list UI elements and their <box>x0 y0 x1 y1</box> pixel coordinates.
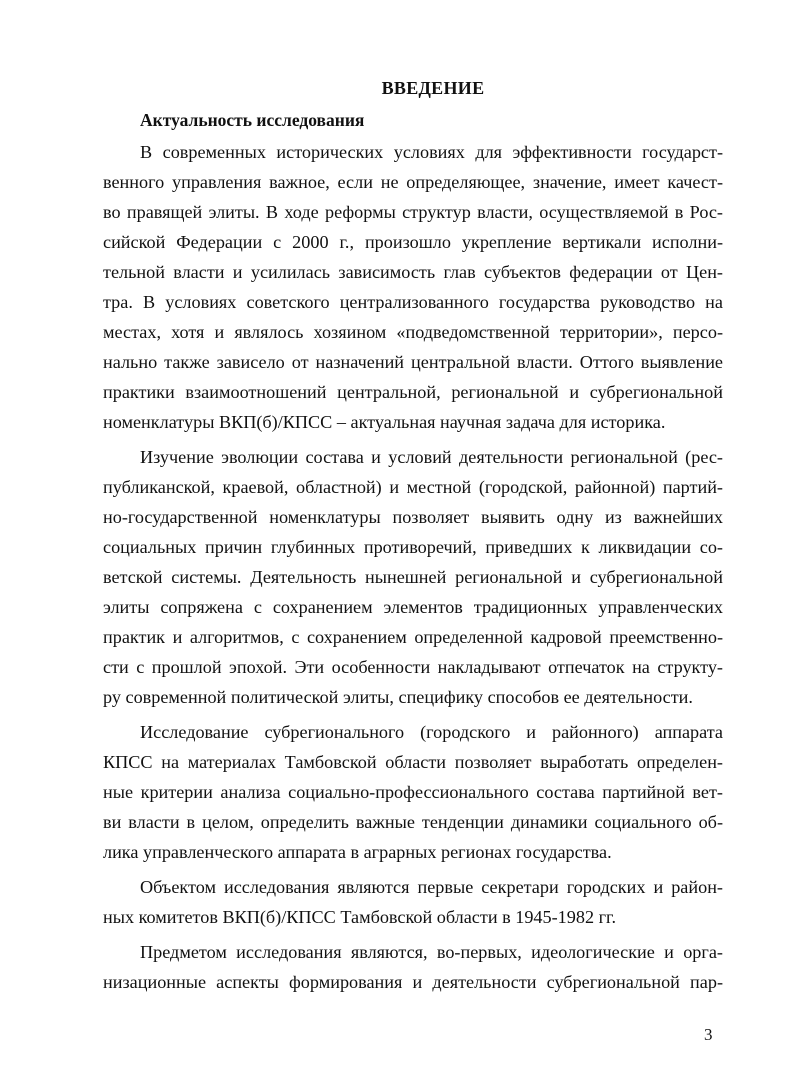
page-number: 3 <box>704 1025 713 1044</box>
text-line: Исследование субрегионального (городского и районного) аппарата <box>140 722 723 742</box>
text-line: Предметом исследования являются, во-первых, идеологические и орга- <box>140 942 723 962</box>
paragraph-object <box>103 872 723 932</box>
text-line: ветской системы. Деятельность нынешней региональной и субрегиональной <box>103 567 723 587</box>
text-line: лика управленческого аппарата в аграрных регионах государства. <box>103 842 612 862</box>
text-line: социальных причин глубинных противоречий, приведших к ликвидации со- <box>103 537 723 557</box>
text-line: нально также зависело от назначений центральной власти. Оттого выявление <box>103 352 723 372</box>
text-line: ных комитетов ВКП(б)/КПСС Тамбовской области в 1945-1982 гг. <box>103 907 617 927</box>
text-line: ные критерии анализа социально-профессионального состава партийной вет- <box>103 782 723 802</box>
paragraph-research <box>103 717 723 867</box>
section-heading: ВВЕДЕНИЕ <box>381 78 485 98</box>
text-line: ру современной политической элиты, специфику способов ее деятельности. <box>103 687 693 707</box>
text-line: сти с прошлой эпохой. Эти особенности накладывают отпечаток на структу- <box>103 657 723 677</box>
text-line: ви власти в целом, определить важные тенденции динамики социального об- <box>103 812 723 832</box>
text-line: во правящей элиты. В ходе реформы структур власти, осуществляемой в Рос- <box>103 202 723 222</box>
text-line: В современных исторических условиях для эффективности государст- <box>140 142 723 162</box>
body-text <box>103 137 723 997</box>
text-line: венного управления важное, если не определяющее, значение, имеет качест- <box>103 172 723 192</box>
text-line: публиканской, краевой, областной) и местной (городской, районной) партий- <box>103 477 723 497</box>
paragraph-evolution <box>103 442 723 712</box>
paragraph-relevance <box>103 137 723 437</box>
text-line: Объектом исследования являются первые секретари городских и район- <box>140 877 723 897</box>
text-line: номенклатуры ВКП(б)/КПСС – актуальная научная задача для историка. <box>103 412 666 432</box>
text-line: КПСС на материалах Тамбовской области позволяет выработать определен- <box>103 752 723 772</box>
text-line: сийской Федерации с 2000 г., произошло укрепление вертикали исполни- <box>103 232 723 252</box>
text-line: местах, хотя и являлось хозяином «подведомственной территории», персо- <box>103 322 723 342</box>
text-line: низационные аспекты формирования и деятельности субрегиональной пар- <box>103 972 723 992</box>
text-line: но-государственной номенклатуры позволяет выявить одну из важнейших <box>103 507 723 527</box>
subsection-heading: Актуальность исследования <box>140 110 365 130</box>
text-line: практик и алгоритмов, с сохранением определенной кадровой преемственно- <box>103 627 723 647</box>
text-line: тельной власти и усилилась зависимость глав субъектов федерации от Цен- <box>103 262 723 282</box>
text-line: тра. В условиях советского централизованного государства руководство на <box>103 292 723 312</box>
paragraph-subject <box>103 937 723 997</box>
text-line: практики взаимоотношений центральной, региональной и субрегиональной <box>103 382 723 402</box>
text-line: Изучение эволюции состава и условий деятельности региональной (рес- <box>140 447 723 467</box>
text-line: элиты сопряжена с сохранением элементов традиционных управленческих <box>103 597 723 617</box>
